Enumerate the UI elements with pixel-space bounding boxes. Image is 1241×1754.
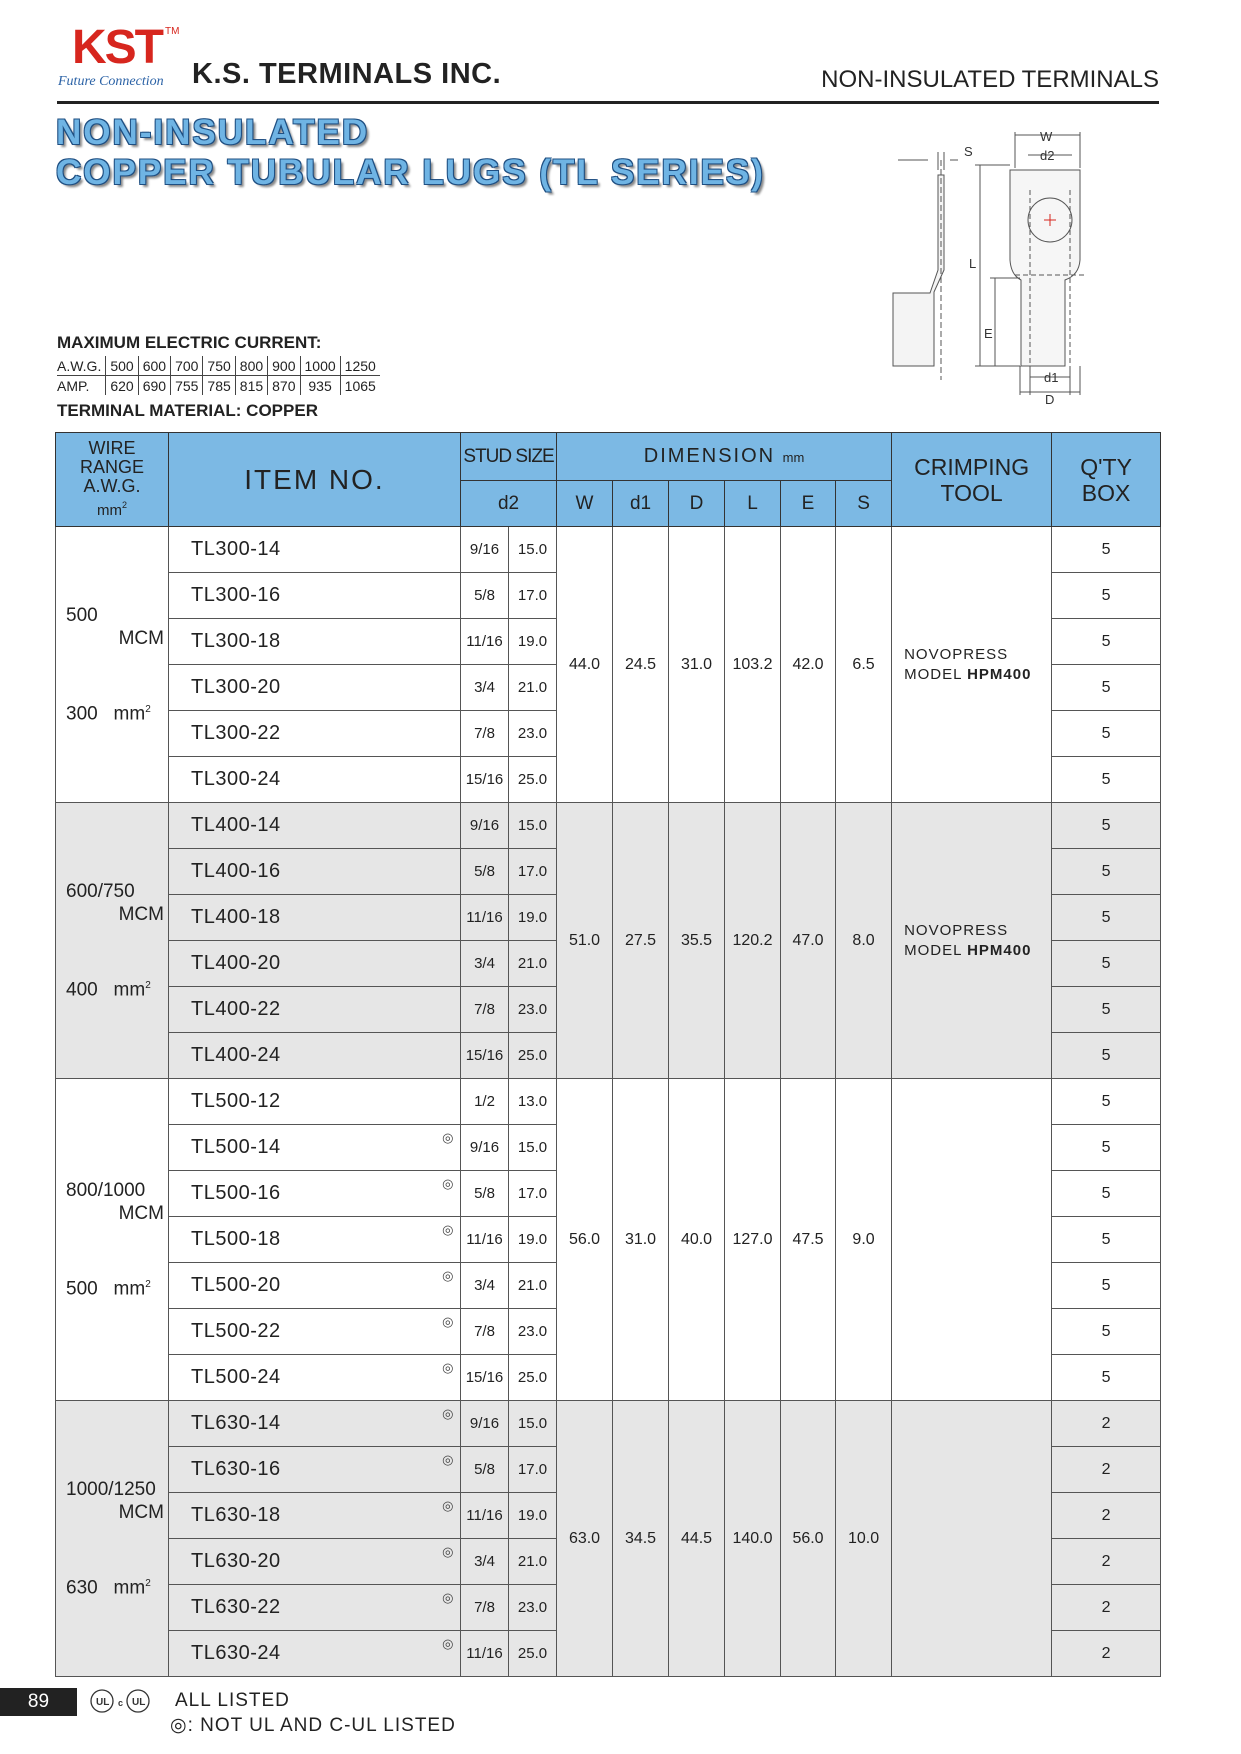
qty-box: 2: [1052, 1631, 1161, 1677]
header-l: L: [725, 481, 781, 527]
kst-logo: KST: [72, 21, 162, 74]
amp-value: 935: [300, 376, 340, 396]
dim-w-value: 56.0: [557, 1079, 613, 1401]
item-number: TL500-22 ◎: [169, 1309, 461, 1355]
dim-d1-value: 31.0: [613, 1079, 669, 1401]
dim-s-value: 9.0: [836, 1079, 892, 1401]
awg-value: 1000: [300, 356, 340, 376]
stud-size: 5/8: [461, 1171, 509, 1217]
item-number: TL400-20: [169, 941, 461, 987]
d2-value: 19.0: [509, 895, 557, 941]
item-number: TL300-20: [169, 665, 461, 711]
qty-box: 2: [1052, 1401, 1161, 1447]
d2-value: 25.0: [509, 1355, 557, 1401]
wire-range-cell: 1000/1250 MCM 630 $mm^2$: [56, 1401, 169, 1677]
qty-box: 5: [1052, 1217, 1161, 1263]
qty-box: 5: [1052, 941, 1161, 987]
dim-d1-value: 24.5: [613, 527, 669, 803]
d2-value: 25.0: [509, 1033, 557, 1079]
dim-d-value: 40.0: [669, 1079, 725, 1401]
item-number: TL500-20 ◎: [169, 1263, 461, 1309]
crimping-tool-cell: [892, 1401, 1052, 1677]
amp-value: 870: [268, 376, 300, 396]
ul-icon-text: UL: [96, 1697, 110, 1708]
item-number: TL400-18: [169, 895, 461, 941]
qty-box: 5: [1052, 527, 1161, 573]
d2-value: 23.0: [509, 987, 557, 1033]
qty-box: 5: [1052, 803, 1161, 849]
header-d2: d2: [461, 481, 557, 527]
stud-size: 15/16: [461, 757, 509, 803]
qty-box: 2: [1052, 1493, 1161, 1539]
header-s: S: [836, 481, 892, 527]
item-number: TL500-14 ◎: [169, 1125, 461, 1171]
d2-value: 23.0: [509, 1585, 557, 1631]
item-number: TL400-14: [169, 803, 461, 849]
stud-size: 9/16: [461, 527, 509, 573]
item-number: TL500-16 ◎: [169, 1171, 461, 1217]
qty-box: 5: [1052, 987, 1161, 1033]
dim-label-d1: d1: [1044, 370, 1059, 385]
category-title: NON-INSULATED TERMINALS: [821, 66, 1159, 93]
dim-e-value: 47.0: [781, 803, 836, 1079]
terminal-material: TERMINAL MATERIAL: COPPER: [57, 401, 318, 420]
amp-value: 690: [138, 376, 170, 396]
stud-size: 5/8: [461, 1447, 509, 1493]
stud-size: 11/16: [461, 1217, 509, 1263]
item-number: TL630-14 ◎: [169, 1401, 461, 1447]
awg-value: 800: [235, 356, 267, 376]
amp-label: AMP.: [57, 376, 106, 396]
item-number: TL300-14: [169, 527, 461, 573]
stud-size: 7/8: [461, 711, 509, 757]
qty-box: 5: [1052, 1263, 1161, 1309]
item-number: TL300-22: [169, 711, 461, 757]
amp-value: 785: [203, 376, 235, 396]
qty-box: 5: [1052, 895, 1161, 941]
qty-box: 5: [1052, 1171, 1161, 1217]
stud-size: 11/16: [461, 619, 509, 665]
dim-w-value: 51.0: [557, 803, 613, 1079]
item-number: TL300-24: [169, 757, 461, 803]
d2-value: 25.0: [509, 1631, 557, 1677]
table-row: [56, 803, 1161, 849]
awg-label: A.W.G.: [57, 356, 106, 376]
item-number: TL400-24: [169, 1033, 461, 1079]
amp-value: 620: [106, 376, 138, 396]
dim-label-l: L: [969, 256, 977, 271]
header-item-no: ITEM NO.: [169, 433, 461, 527]
header-stud-size: STUD SIZE: [461, 433, 557, 481]
amp-row: [57, 376, 380, 396]
dim-s-value: 8.0: [836, 803, 892, 1079]
qty-box: 5: [1052, 1355, 1161, 1401]
wire-range-cell: 600/750 MCM 400 $mm^2$: [56, 803, 169, 1079]
header-e: E: [781, 481, 836, 527]
amp-value: 1065: [344, 377, 376, 394]
dim-d1-value: 27.5: [613, 803, 669, 1079]
d2-value: 17.0: [509, 1171, 557, 1217]
stud-size: 3/4: [461, 665, 509, 711]
stud-size: 11/16: [461, 895, 509, 941]
logo-tagline: Future Connection: [58, 74, 164, 89]
qty-box: 5: [1052, 1033, 1161, 1079]
footer-note-not-listed: ◎: NOT UL AND C-UL LISTED: [170, 1715, 456, 1736]
d2-value: 19.0: [509, 1493, 557, 1539]
d2-value: 17.0: [509, 573, 557, 619]
dim-e-value: 47.5: [781, 1079, 836, 1401]
qty-box: 5: [1052, 849, 1161, 895]
d2-value: 23.0: [509, 711, 557, 757]
d2-value: 15.0: [509, 1125, 557, 1171]
page-number: 89: [0, 1688, 77, 1716]
crimping-tool-cell: NOVOPRESS MODEL HPM400: [892, 527, 1052, 803]
qty-box: 5: [1052, 711, 1161, 757]
dim-e-value: 56.0: [781, 1401, 836, 1677]
wire-range-cell: 500 MCM 300 $mm^2$: [56, 527, 169, 803]
stud-size: 9/16: [461, 1125, 509, 1171]
item-number: TL300-18: [169, 619, 461, 665]
qty-box: 5: [1052, 665, 1161, 711]
max-current-label: MAXIMUM ELECTRIC CURRENT:: [57, 333, 322, 352]
d2-value: 17.0: [509, 1447, 557, 1493]
stud-size: 7/8: [461, 987, 509, 1033]
d2-value: 13.0: [509, 1079, 557, 1125]
d2-value: 23.0: [509, 1309, 557, 1355]
qty-box: 2: [1052, 1539, 1161, 1585]
dim-label-s: S: [964, 144, 973, 159]
stud-size: 3/4: [461, 941, 509, 987]
d2-value: 15.0: [509, 803, 557, 849]
d2-value: 21.0: [509, 1539, 557, 1585]
dim-s-value: 10.0: [836, 1401, 892, 1677]
max-current-table: [57, 356, 380, 395]
d2-value: 15.0: [509, 527, 557, 573]
dim-label-e: E: [984, 326, 993, 341]
svg-text:c: c: [118, 1698, 124, 1708]
stud-size: 7/8: [461, 1585, 509, 1631]
dim-label-d2: d2: [1040, 148, 1055, 163]
stud-size: 5/8: [461, 849, 509, 895]
item-number: TL630-20 ◎: [169, 1539, 461, 1585]
dim-l-value: 120.2: [725, 803, 781, 1079]
dim-e-value: 42.0: [781, 527, 836, 803]
d2-value: 21.0: [509, 941, 557, 987]
awg-value: 1250: [340, 356, 380, 376]
amp-value: 815: [235, 376, 267, 396]
company-name: K.S. TERMINALS INC.: [192, 58, 502, 90]
d2-value: 21.0: [509, 665, 557, 711]
awg-value: 750: [203, 356, 235, 376]
d2-value: 15.0: [509, 1401, 557, 1447]
qty-box: 5: [1052, 757, 1161, 803]
qty-box: 5: [1052, 1309, 1161, 1355]
d2-value: 19.0: [509, 1217, 557, 1263]
d2-value: 17.0: [509, 849, 557, 895]
awg-row: [57, 356, 380, 376]
stud-size: 15/16: [461, 1033, 509, 1079]
item-number: TL300-16: [169, 573, 461, 619]
stud-size: 7/8: [461, 1309, 509, 1355]
awg-value: 700: [171, 356, 203, 376]
qty-box: 5: [1052, 573, 1161, 619]
awg-value: 600: [138, 356, 170, 376]
dim-label-w: W: [1040, 130, 1053, 144]
stud-size: 11/16: [461, 1493, 509, 1539]
stud-size: 9/16: [461, 803, 509, 849]
stud-size: 5/8: [461, 573, 509, 619]
header-divider: [57, 101, 1159, 104]
dim-d1-value: 34.5: [613, 1401, 669, 1677]
crimping-tool-cell: NOVOPRESS MODEL HPM400: [892, 803, 1052, 1079]
page-title-line1: NON-INSULATED: [56, 113, 370, 152]
awg-value: 900: [268, 356, 300, 376]
header-d1: d1: [613, 481, 669, 527]
header-w: W: [557, 481, 613, 527]
d2-value: 19.0: [509, 619, 557, 665]
dim-s-value: 6.5: [836, 527, 892, 803]
qty-box: 2: [1052, 1447, 1161, 1493]
dim-d-value: 31.0: [669, 527, 725, 803]
item-number: TL630-22 ◎: [169, 1585, 461, 1631]
dim-l-value: 103.2: [725, 527, 781, 803]
dim-label-d: D: [1045, 392, 1055, 407]
qty-box: 2: [1052, 1585, 1161, 1631]
table-row: [56, 527, 1161, 573]
d2-value: 25.0: [509, 757, 557, 803]
item-number: TL630-18 ◎: [169, 1493, 461, 1539]
stud-size: 15/16: [461, 1355, 509, 1401]
dim-d-value: 44.5: [669, 1401, 725, 1677]
item-number: TL630-16 ◎: [169, 1447, 461, 1493]
dim-w-value: 63.0: [557, 1401, 613, 1677]
d2-value: 21.0: [509, 1263, 557, 1309]
amp-value: 755: [171, 376, 203, 396]
qty-box: 5: [1052, 1125, 1161, 1171]
dim-w-value: 44.0: [557, 527, 613, 803]
header-d: D: [669, 481, 725, 527]
header-wire-range: WIRE RANGE A.W.G. $mm^2$: [56, 433, 169, 527]
stud-size: 3/4: [461, 1263, 509, 1309]
awg-value: 500: [106, 356, 138, 376]
crimping-tool-cell: [892, 1079, 1052, 1401]
dim-l-value: 140.0: [725, 1401, 781, 1677]
lug-dimension-drawing: [870, 130, 1170, 410]
table-row: [56, 1079, 1161, 1125]
item-number: TL400-22: [169, 987, 461, 1033]
tubular-lugs-table: [55, 432, 1161, 1677]
item-number: TL630-24 ◎: [169, 1631, 461, 1677]
dim-l-value: 127.0: [725, 1079, 781, 1401]
wire-range-cell: 800/1000 MCM 500 $mm^2$: [56, 1079, 169, 1401]
logo-trademark: TM: [165, 26, 180, 37]
page-title-line2: COPPER TUBULAR LUGS (TL SERIES): [56, 153, 765, 192]
footer-note-all-listed: ALL LISTED: [175, 1690, 290, 1711]
stud-size: 3/4: [461, 1539, 509, 1585]
cul-icon-text: UL: [132, 1697, 146, 1708]
qty-box: 5: [1052, 1079, 1161, 1125]
stud-size: 9/16: [461, 1401, 509, 1447]
qty-box: 5: [1052, 619, 1161, 665]
ul-cul-listed-icons: [88, 1686, 158, 1716]
stud-size: 1/2: [461, 1079, 509, 1125]
stud-size: 11/16: [461, 1631, 509, 1677]
dim-d-value: 35.5: [669, 803, 725, 1079]
item-number: TL500-12: [169, 1079, 461, 1125]
table-row: [56, 1401, 1161, 1447]
item-number: TL500-18 ◎: [169, 1217, 461, 1263]
header-qty-box: Q'TY BOX: [1052, 433, 1161, 527]
item-number: TL400-16: [169, 849, 461, 895]
header-crimping-tool: CRIMPING TOOL: [892, 433, 1052, 527]
header-dimension: DIMENSION mm: [557, 433, 892, 481]
item-number: TL500-24 ◎: [169, 1355, 461, 1401]
